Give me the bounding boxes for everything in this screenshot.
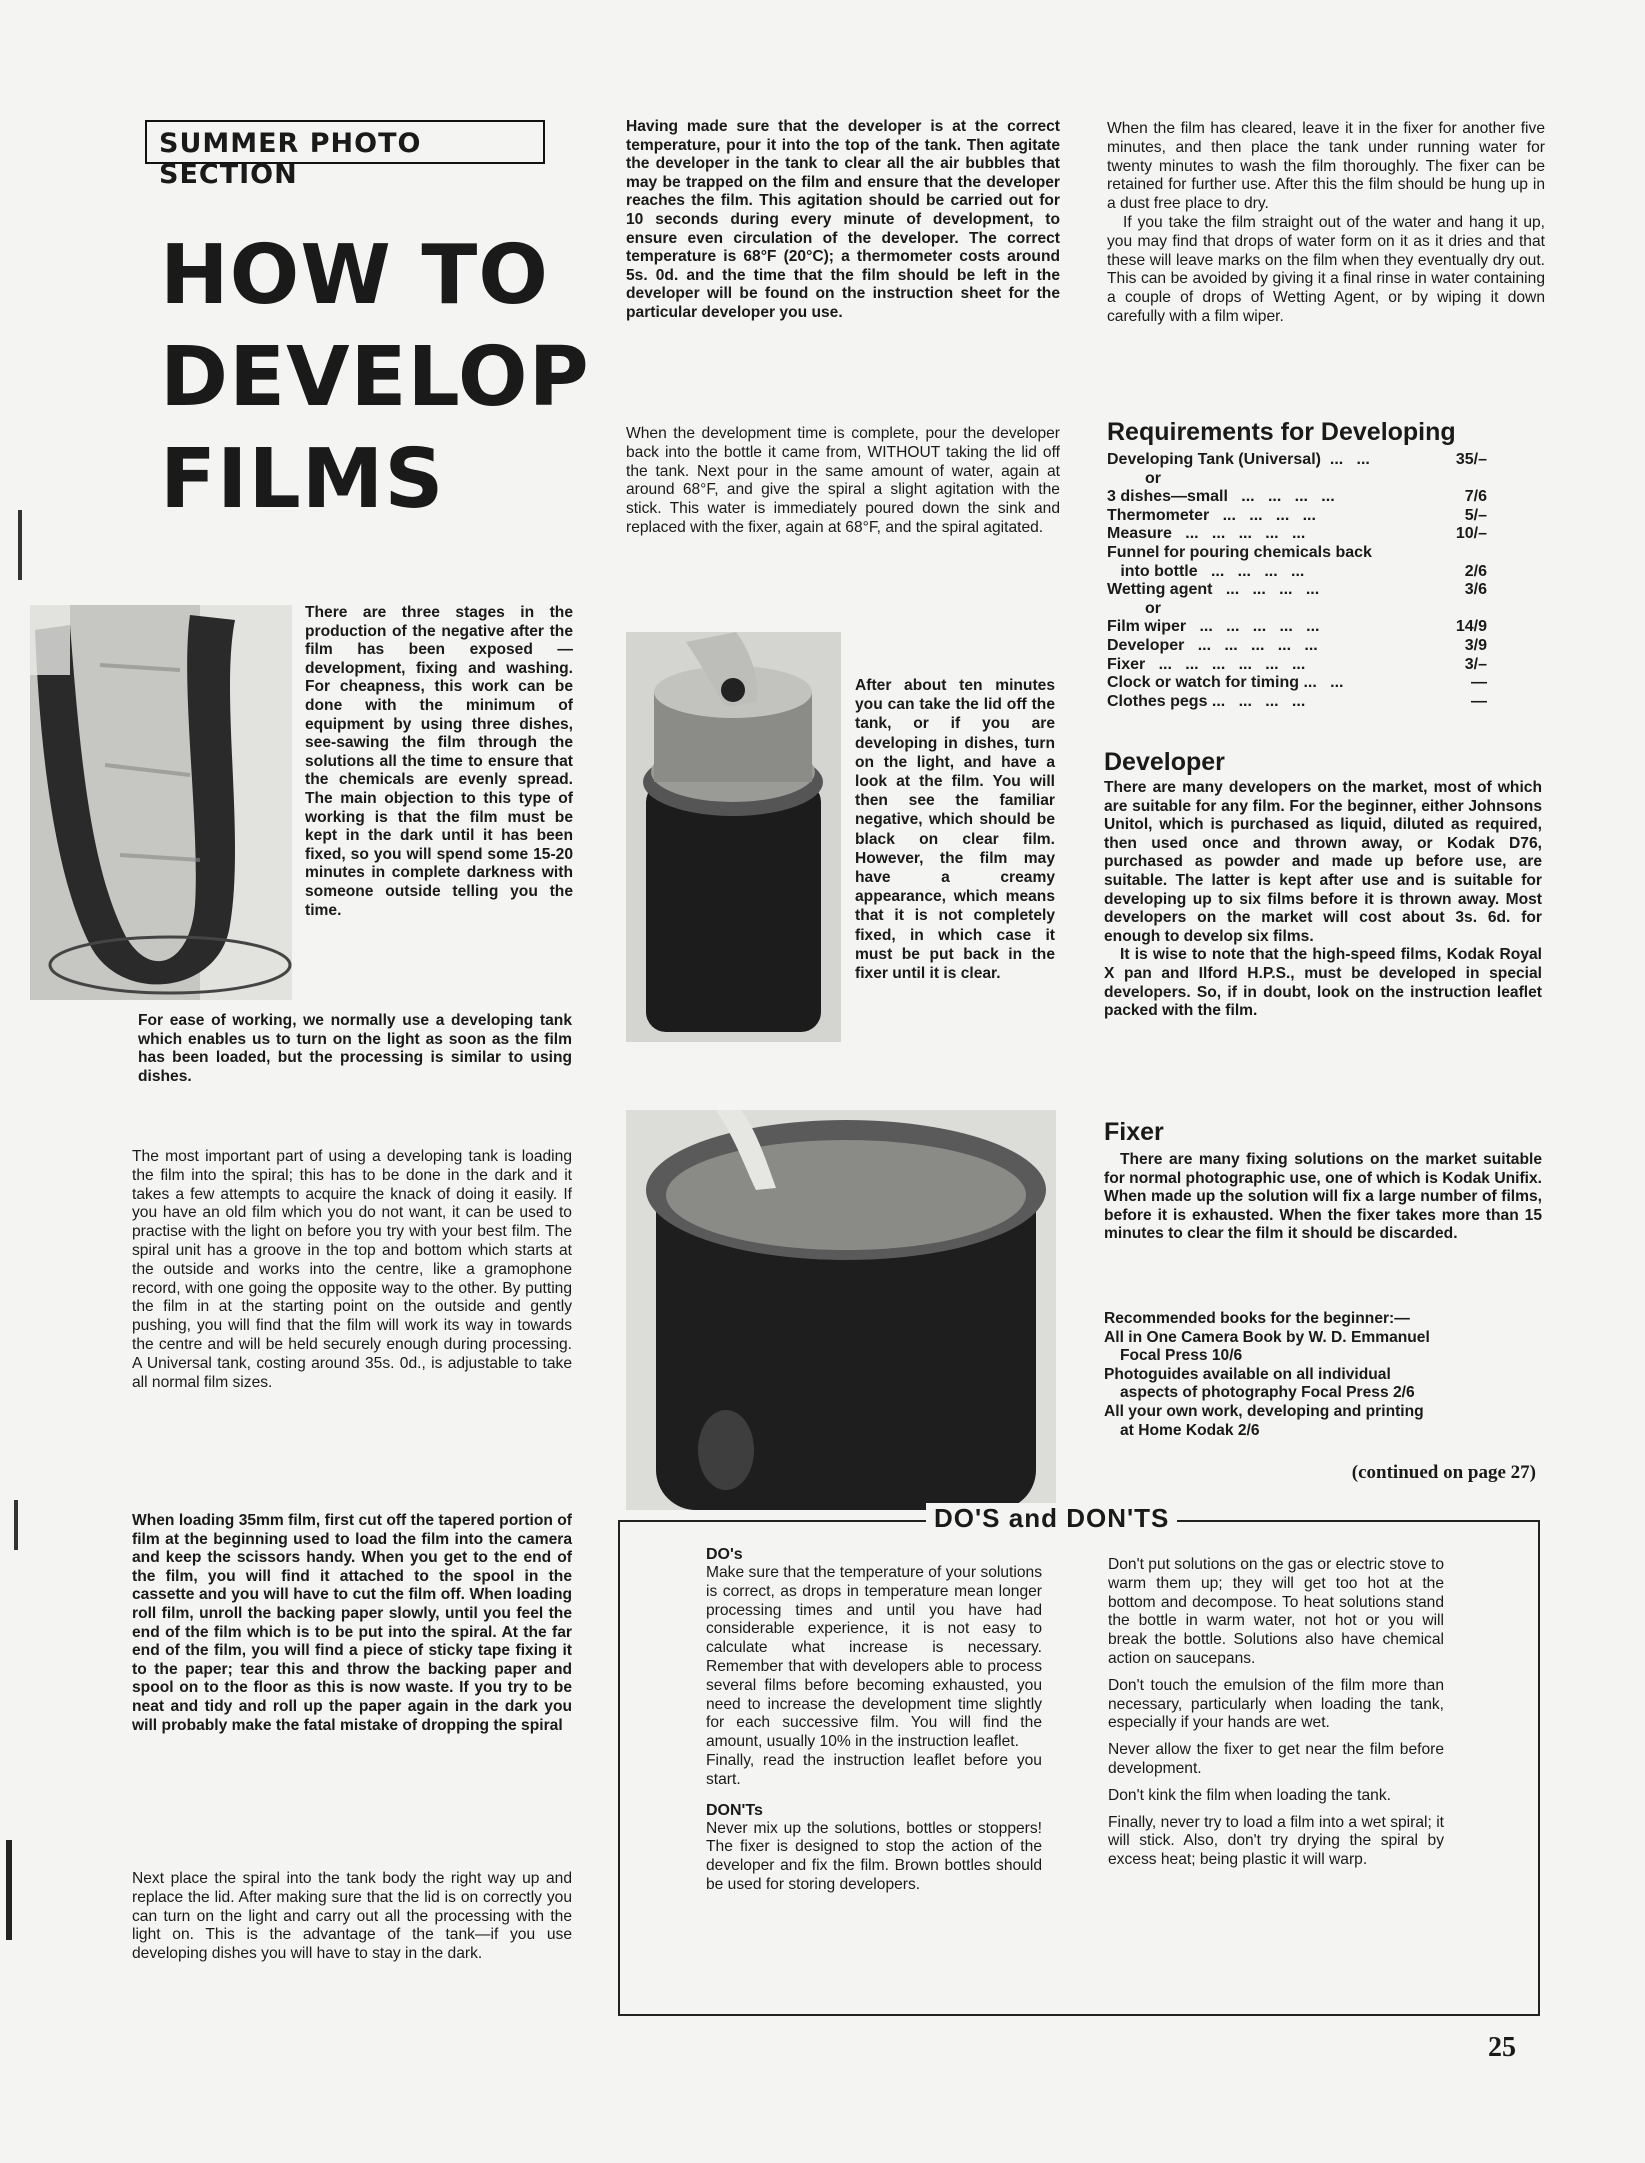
fixer-section	[1104, 1118, 1542, 1244]
requirement-name: Thermometer ... ... ... ...	[1107, 506, 1316, 524]
dos-paragraph-1: Make sure that the temperature of your solutions is correct, as drops in temperature mean longer processing times and until you have had considerable experience, it is not easy to calculate what increase is necessary. Remember that with developers able to process several films before becoming exhausted, you need to increase the development time slightly for each successive film. You will find the amount, usually 10% in the instruction leaflet.	[706, 1564, 1042, 1751]
requirement-row	[1107, 544, 1487, 563]
loading-paragraph: The most important part of using a developing tank is loading the film into the spiral; this has to be done in the dark and it takes a few attempts to acquire the knack of doing it easily. If you have an old film which you do not want, it can be used to practise with the light on before you try with your best film. The spiral unit has a groove in the top and bottom which starts at the outside and works into the centre, like a gramophone record, with one going the opposite way to the other. By putting the film in at the starting point on the outside and gently pushing, you will find that the film will work its way in towards the centre and will be held securely enough during processing. A Universal tank, costing around 35s. 0d., is adjustable to take all normal film sizes.	[132, 1148, 572, 1391]
requirement-row	[1107, 693, 1487, 712]
scan-mark-2	[14, 1500, 18, 1550]
requirement-name: Clothes pegs ... ... ... ...	[1107, 692, 1306, 710]
requirement-row	[1107, 674, 1487, 693]
requirement-name: Film wiper ... ... ... ... ...	[1107, 618, 1320, 636]
developer-paragraph-2: It is wise to note that the high-speed films, Kodak Royal X pan and Ilford H.P.S., must be developed in special developers. So, if in doubt, look on the instruction leaflet packed with the film.	[1104, 946, 1542, 1020]
requirement-price	[1439, 544, 1487, 563]
requirement-row	[1107, 618, 1487, 637]
books-intro: Recommended books for the beginner:—	[1104, 1310, 1410, 1327]
requirements-heading: Requirements for Developing	[1107, 418, 1456, 446]
donts-paragraph-3: Don't touch the emulsion of the film more than necessary, particularly when loading the tank, especially if your hands are wet.	[1108, 1676, 1444, 1732]
requirement-name: Wetting agent ... ... ... ...	[1107, 581, 1320, 599]
scan-mark-3	[6, 1840, 12, 1940]
requirement-row	[1107, 563, 1487, 582]
film-strip-photo	[30, 605, 292, 1000]
requirement-name: into bottle ... ... ... ...	[1107, 562, 1305, 580]
continued-note: (continued on page 27)	[1351, 1462, 1536, 1483]
book-line-6: at Home Kodak 2/6	[1120, 1421, 1260, 1439]
complete-paragraph: When the development time is complete, pour the developer back into the bottle it came from, WITHOUT taking the lid off the tank. Next pour in the same amount of water, again at around 68°F, and give the spiral a slight agitation with the stick. This water is immediately poured down the sink and replaced with the fixer, again at 68°F, and the spiral agitated.	[626, 425, 1060, 536]
requirement-name: Developer ... ... ... ... ...	[1107, 636, 1318, 654]
books-section	[1104, 1310, 1542, 1440]
dos-donts-title: DO'S and DON'TS	[926, 1503, 1177, 1534]
requirement-row	[1107, 656, 1487, 675]
loading35-paragraph: When loading 35mm film, first cut off the tapered portion of film at the beginning used to load the film into the camera and keep the scissors handy. When you get to the end of the film, you will find it attached to the spool in the cassette and you will have to cut the film off. When loading roll film, unroll the backing paper slowly, until you feel the end of the film which is to be put into the spiral. At the far end of the film, you will find a piece of sticky tape fixing it to the paper; tear this and throw the backing paper and spool on to the floor as this is now waste. If you try to be neat and tidy and roll up the paper again in the dark you will probably make the fatal mistake of dropping the spiral	[132, 1512, 572, 1734]
requirement-price: —	[1471, 674, 1487, 692]
temperature-paragraph: Having made sure that the developer is at the correct temperature, pour it into the top of the tank. Then agitate the developer in the tank to clear all the air bubbles that may be trapped on the film and ensure that the developer reaches the film. This agitation should be carried out for 10 seconds during every minute of development, to ensure even circulation of the developer. The correct temperature is 68°F (20°C); a thermometer costs around 5s. 0d. and the time that the film should be left in the developer will be found on the instruction sheet for the particular developer you use.	[626, 118, 1060, 321]
cleared-paragraph-2: If you take the film straight out of the water and hang it up, you may find that drops of water form on it as it dries and that these will leave marks on the film when they eventually dry out. This can be avoided by giving it a final rinse in water containing a couple of drops of Wetting Agent, or by wiping it down carefully with a film wiper.	[1107, 213, 1545, 325]
requirement-row	[1107, 451, 1487, 470]
loading-box	[132, 1148, 572, 1392]
developer-paragraph-1: There are many developers on the market, most of which are suitable for any film. For the beginner, either Johnsons Unitol, which is purchased as liquid, diluted as required, then used once and thrown away, or Kodak D76, purchased as powder and made up before use, are suitable. The latter is kept after use and is suitable for developing up to six films before it is thrown away. Most developers on the market will cost about 3s. 6d. for enough to develop six films.	[1104, 779, 1542, 945]
developer-section	[1104, 748, 1542, 1021]
fixer-paragraph: There are many fixing solutions on the market suitable for normal photographic use, one of which is Kodak Unifix. When made up the solution will fix a large number of films, before it is exhausted. When the fixer takes more than 15 minutes to clear the film it should be discarded.	[1104, 1151, 1542, 1243]
dos-column	[706, 1546, 1042, 1895]
section-label-text: SUMMER PHOTO SECTION	[159, 128, 422, 190]
book-line-3: Photoguides available on all individual	[1104, 1365, 1391, 1383]
requirement-price: 3/6	[1464, 581, 1487, 599]
requirement-row	[1107, 488, 1487, 507]
headline	[160, 225, 600, 531]
loading35-box	[132, 1512, 572, 1735]
requirement-price: 2/6	[1464, 562, 1487, 580]
requirement-row	[1107, 525, 1487, 544]
caption-box	[855, 676, 1055, 983]
requirement-price: 3/–	[1464, 655, 1487, 673]
cleared-box	[1107, 120, 1545, 327]
headline-line-3: FILMS	[160, 432, 445, 527]
donts-paragraph-1: Never mix up the solutions, bottles or stoppers! The fixer is designed to stop the action of the developer and fix the film. Brown bottles should be used for storing developers.	[706, 1819, 1042, 1893]
requirement-or: or	[1145, 599, 1161, 617]
requirement-or: or	[1145, 469, 1161, 487]
requirements-list	[1107, 451, 1487, 711]
requirement-price: 3/9	[1464, 636, 1487, 654]
headline-line-2: DEVELOP	[160, 330, 590, 425]
requirement-price: 5/–	[1464, 506, 1487, 524]
tank-spiral-photo	[626, 632, 841, 1042]
requirement-row	[1107, 507, 1487, 526]
book-line-5: All your own work, developing and printing	[1104, 1402, 1424, 1420]
film-strip-illustration	[30, 605, 292, 1000]
donts-heading: DON'Ts	[706, 1801, 763, 1819]
requirement-price: 14/9	[1455, 618, 1487, 636]
next-box	[132, 1870, 572, 1964]
requirement-name: Measure ... ... ... ... ...	[1107, 525, 1306, 543]
dos-paragraph-2: Finally, read the instruction leaflet before you start.	[706, 1751, 1042, 1788]
donts-paragraph-4: Never allow the fixer to get near the film before development.	[1108, 1741, 1444, 1777]
pouring-illustration	[626, 1110, 1056, 1510]
donts-paragraph-2: Don't put solutions on the gas or electric stove to warm them up; they will get too hot at the bottom and decompose. To heat solutions stand the bottle in warm water, not hot or you will break the bottle. Solutions also have chemical action on saucepans.	[1108, 1556, 1444, 1667]
page-number: 25	[1488, 2032, 1516, 2063]
requirements-section	[1107, 418, 1487, 711]
temperature-box	[626, 118, 1060, 323]
donts-paragraph-6: Finally, never try to load a film into a wet spiral; it will stick. Also, don't try drying the spiral by excess heat; being plastic it will warp.	[1108, 1813, 1444, 1869]
requirement-price: 10/–	[1455, 525, 1487, 543]
requirement-price: —	[1471, 692, 1487, 710]
requirement-row	[1107, 637, 1487, 656]
intro-paragraph-box	[305, 604, 573, 920]
complete-box	[626, 425, 1060, 538]
requirement-row	[1107, 581, 1487, 600]
requirement-name: Developing Tank (Universal) ... ...	[1107, 451, 1370, 468]
donts-column	[1108, 1556, 1444, 1870]
intro-continued-paragraph: For ease of working, we normally use a developing tank which enables us to turn on the light as soon as the film has been loaded, but the processing is similar to using dishes.	[138, 1012, 572, 1085]
requirement-name: Funnel for pouring chemicals back	[1107, 543, 1372, 561]
requirement-price: 35/–	[1455, 451, 1487, 468]
section-label	[145, 120, 545, 190]
intro-paragraph: There are three stages in the production of the negative after the film has been exposed — development, fixing and washing. For cheapness, this work can be done with the minimum of equipment by using three dishes, see-sawing the film through the solutions all the time to ensure that the chemicals are evenly spread. The main objection to this type of working is that the film must be kept in the dark until it has been fixed, so you will spend some 15-20 minutes in complete darkness with someone outside telling you the time.	[305, 604, 573, 919]
tank-illustration	[626, 632, 841, 1042]
scan-mark-1	[18, 510, 22, 580]
requirement-name: Fixer ... ... ... ... ... ...	[1107, 655, 1306, 673]
developer-heading: Developer	[1104, 748, 1225, 776]
requirement-name: Clock or watch for timing ... ...	[1107, 674, 1344, 692]
headline-line-1: HOW TO	[160, 228, 549, 323]
donts-paragraph-5: Don't kink the film when loading the tank.	[1108, 1786, 1391, 1804]
book-line-1: All in One Camera Book by W. D. Emmanuel	[1104, 1328, 1430, 1346]
fixer-heading: Fixer	[1104, 1118, 1164, 1146]
book-line-2: Focal Press 10/6	[1120, 1347, 1243, 1365]
cleared-paragraph-1: When the film has cleared, leave it in the fixer for another five minutes, and then place the tank under running water for twenty minutes to wash the film thoroughly. The fixer can be retained for further use. After this the film should be hung up in a dust free place to dry.	[1107, 120, 1545, 213]
pouring-photo	[626, 1110, 1056, 1510]
requirement-name: 3 dishes—small ... ... ... ...	[1107, 488, 1335, 506]
photo-caption: After about ten minutes you can take the lid off the tank, or if you are developing in dishes, turn on the light, and have a look at the film. You will then see the familiar negative, which should be black on clear film. However, the film may have a creamy appearance, which means that it is not completely fixed, in which case it must be put back in the fixer until it is clear.	[855, 677, 1055, 983]
next-paragraph: Next place the spiral into the tank body the right way up and replace the lid. After making sure that the lid is on correctly you can turn on the light and carry out all the processing with the light on. This is the advantage of the tank—if you use developing dishes you will have to stay in the dark.	[132, 1870, 572, 1963]
intro-continued-box	[138, 1012, 572, 1086]
requirement-price: 7/6	[1464, 488, 1487, 506]
dos-heading: DO's	[706, 1546, 743, 1563]
book-line-4: aspects of photography Focal Press 2/6	[1120, 1384, 1415, 1402]
